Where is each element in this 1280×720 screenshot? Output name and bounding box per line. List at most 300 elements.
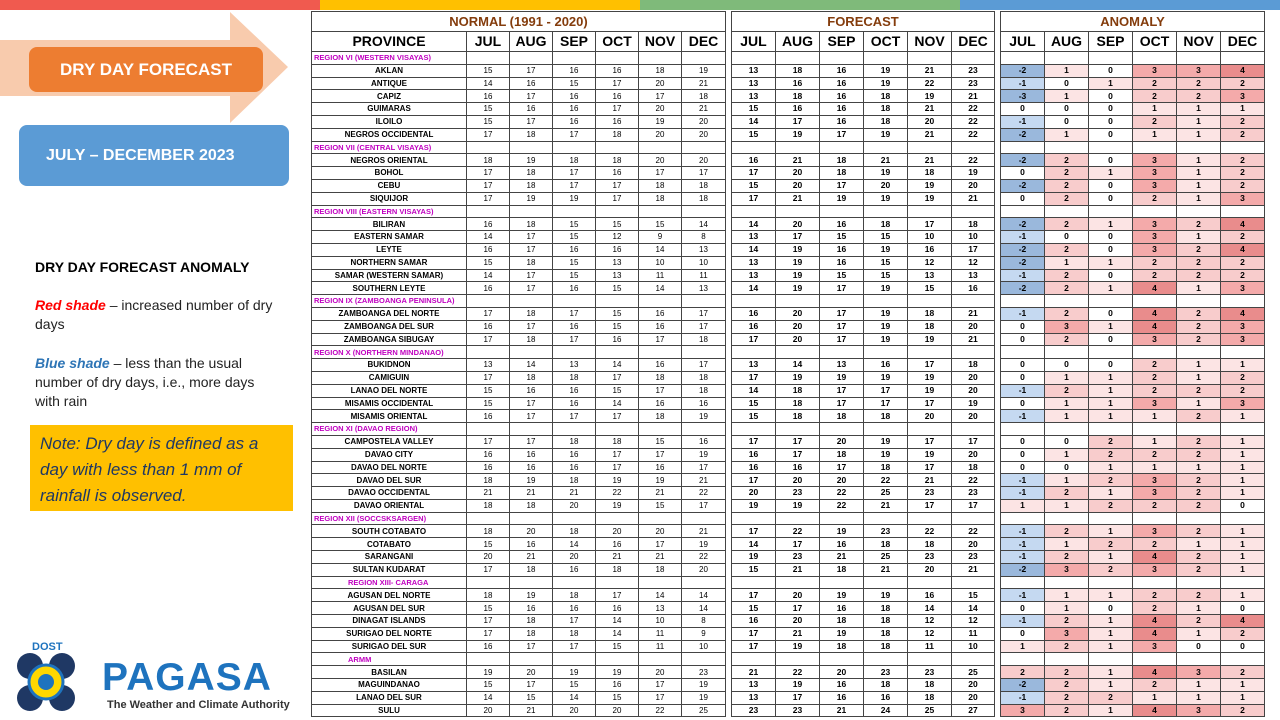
anomaly-value: 2 [1045, 551, 1089, 564]
normal-value: 17 [639, 679, 682, 692]
month-column-header: SEP [820, 32, 864, 52]
forecast-value: 18 [864, 90, 908, 103]
forecast-value: 13 [820, 359, 864, 372]
forecast-value: 17 [908, 461, 952, 474]
forecast-value: 20 [952, 384, 995, 397]
anomaly-value: 1 [1045, 538, 1089, 551]
forecast-value: 17 [776, 448, 820, 461]
normal-value: 18 [553, 627, 596, 640]
forecast-value: 17 [776, 115, 820, 128]
region-label: REGION VIII (EASTERN VISAYAS) [312, 205, 467, 218]
forecast-value: 23 [908, 487, 952, 500]
province-name: DINAGAT ISLANDS [312, 615, 467, 628]
forecast-value: 13 [732, 64, 776, 77]
forecast-value: 21 [732, 666, 776, 679]
anomaly-value: 2 [1177, 320, 1221, 333]
forecast-value: 19 [952, 397, 995, 410]
region-blank-cell [553, 576, 596, 589]
forecast-value: 16 [820, 103, 864, 116]
region-blank-cell [732, 653, 776, 666]
anomaly-value: 2 [1177, 410, 1221, 423]
normal-value: 18 [639, 64, 682, 77]
table-row [732, 103, 995, 116]
normal-value: 20 [682, 563, 726, 576]
forecast-value: 10 [952, 640, 995, 653]
forecast-value: 19 [820, 192, 864, 205]
forecast-value: 19 [864, 128, 908, 141]
region-blank-cell [1045, 576, 1089, 589]
region-blank-cell [553, 205, 596, 218]
table-row [312, 410, 726, 423]
anomaly-value: 2 [1177, 448, 1221, 461]
normal-value: 20 [639, 77, 682, 90]
region-blank-cell [1221, 295, 1265, 308]
region-blank-cell [732, 423, 776, 436]
region-row [732, 512, 995, 525]
anomaly-value: 4 [1221, 243, 1265, 256]
forecast-value: 19 [776, 269, 820, 282]
anomaly-value: 1 [1089, 256, 1133, 269]
normal-value: 14 [467, 231, 510, 244]
table-row [1001, 384, 1265, 397]
table-row [1001, 90, 1265, 103]
normal-value: 18 [510, 499, 553, 512]
province-name: SIQUIJOR [312, 192, 467, 205]
region-blank-cell [639, 141, 682, 154]
anomaly-value: 1 [1133, 461, 1177, 474]
forecast-value: 20 [776, 615, 820, 628]
region-blank-cell [908, 295, 952, 308]
forecast-value: 19 [864, 589, 908, 602]
anomaly-value: 3 [1133, 154, 1177, 167]
normal-value: 18 [467, 154, 510, 167]
anomaly-value: 1 [1221, 589, 1265, 602]
forecast-value: 19 [776, 640, 820, 653]
normal-value: 17 [682, 461, 726, 474]
region-blank-cell [820, 295, 864, 308]
normal-value: 9 [682, 627, 726, 640]
normal-value: 17 [467, 128, 510, 141]
region-label: REGION IX (ZAMBOANGA PENINSULA) [312, 295, 467, 308]
legend-red [35, 296, 275, 334]
normal-value: 17 [596, 461, 639, 474]
normal-value: 21 [596, 551, 639, 564]
anomaly-value: 2 [1177, 615, 1221, 628]
normal-value: 17 [510, 269, 553, 282]
forecast-value: 16 [820, 77, 864, 90]
anomaly-value: 3 [1221, 282, 1265, 295]
normal-value: 16 [596, 679, 639, 692]
table-row [312, 461, 726, 474]
forecast-value: 21 [820, 704, 864, 717]
normal-value: 14 [510, 359, 553, 372]
region-blank-cell [1045, 512, 1089, 525]
table-row [312, 320, 726, 333]
forecast-value: 23 [952, 64, 995, 77]
region-row [312, 295, 726, 308]
forecast-value: 15 [732, 128, 776, 141]
forecast-value: 18 [820, 563, 864, 576]
anomaly-value: 0 [1089, 192, 1133, 205]
anomaly-value: 3 [1221, 333, 1265, 346]
forecast-value: 10 [952, 231, 995, 244]
normal-value: 14 [639, 589, 682, 602]
normal-value: 13 [467, 359, 510, 372]
normal-value: 15 [596, 282, 639, 295]
region-blank-cell [553, 346, 596, 359]
forecast-value: 12 [908, 627, 952, 640]
region-row [312, 141, 726, 154]
table-row [732, 359, 995, 372]
table-row [1001, 218, 1265, 231]
anomaly-value: 0 [1045, 359, 1089, 372]
normal-value: 21 [639, 487, 682, 500]
region-blank-cell [596, 141, 639, 154]
forecast-value: 20 [952, 179, 995, 192]
forecast-value: 20 [908, 563, 952, 576]
forecast-value: 22 [820, 499, 864, 512]
region-blank-cell [639, 653, 682, 666]
table-row [732, 474, 995, 487]
anomaly-value: 3 [1177, 666, 1221, 679]
anomaly-value: 3 [1133, 563, 1177, 576]
table-row [312, 487, 726, 500]
anomaly-value: 2 [1221, 154, 1265, 167]
table-row [1001, 371, 1265, 384]
forecast-value: 17 [908, 499, 952, 512]
table-row [732, 90, 995, 103]
normal-value: 14 [596, 615, 639, 628]
province-name: SOUTHERN LEYTE [312, 282, 467, 295]
anomaly-value: 2 [1221, 128, 1265, 141]
forecast-value: 16 [864, 359, 908, 372]
normal-value: 21 [682, 103, 726, 116]
normal-value: 15 [596, 307, 639, 320]
region-blank-cell [1133, 295, 1177, 308]
anomaly-value: 3 [1133, 218, 1177, 231]
anomaly-value: 0 [1089, 179, 1133, 192]
normal-value: 19 [682, 448, 726, 461]
forecast-value: 20 [952, 371, 995, 384]
normal-value: 18 [682, 90, 726, 103]
forecast-value: 18 [820, 167, 864, 180]
anomaly-value: 2 [1133, 90, 1177, 103]
forecast-value: 13 [732, 269, 776, 282]
region-blank-cell [776, 52, 820, 65]
normal-value: 10 [639, 615, 682, 628]
forecast-value: 17 [732, 640, 776, 653]
table-row [1001, 359, 1265, 372]
forecast-value: 17 [732, 371, 776, 384]
anomaly-value: 1 [1045, 64, 1089, 77]
anomaly-value: 1 [1089, 167, 1133, 180]
anomaly-value: 0 [1177, 640, 1221, 653]
region-row [312, 423, 726, 436]
region-blank-cell [682, 512, 726, 525]
normal-value: 15 [553, 231, 596, 244]
normal-value: 17 [553, 179, 596, 192]
forecast-value: 12 [908, 615, 952, 628]
anomaly-value: 1 [1089, 282, 1133, 295]
forecast-value: 18 [776, 384, 820, 397]
region-blank-cell [1001, 205, 1045, 218]
table-row [312, 551, 726, 564]
table-row [312, 371, 726, 384]
normal-value: 20 [682, 115, 726, 128]
forecast-value: 19 [864, 282, 908, 295]
region-row [732, 295, 995, 308]
region-blank-cell [639, 423, 682, 436]
region-label: REGION VII (CENTRAL VISAYAS) [312, 141, 467, 154]
province-name: DAVAO ORIENTAL [312, 499, 467, 512]
forecast-value: 19 [864, 333, 908, 346]
normal-value: 19 [682, 691, 726, 704]
anomaly-value: 4 [1133, 282, 1177, 295]
table-row [1001, 192, 1265, 205]
forecast-value: 15 [908, 282, 952, 295]
normal-value: 16 [467, 90, 510, 103]
forecast-value: 23 [864, 666, 908, 679]
normal-value: 11 [682, 269, 726, 282]
anomaly-value: 3 [1133, 64, 1177, 77]
table-row [1001, 538, 1265, 551]
table-row [732, 679, 995, 692]
forecast-value: 20 [952, 320, 995, 333]
normal-value: 20 [510, 666, 553, 679]
normal-value: 18 [639, 192, 682, 205]
anomaly-value: 1 [1221, 487, 1265, 500]
province-name: LEYTE [312, 243, 467, 256]
forecast-value: 20 [952, 679, 995, 692]
anomaly-value: -1 [1001, 525, 1045, 538]
anomaly-value: 0 [1089, 231, 1133, 244]
anomaly-value: 0 [1089, 90, 1133, 103]
anomaly-value: 0 [1001, 461, 1045, 474]
forecast-value: 17 [820, 128, 864, 141]
province-name: DAVAO CITY [312, 448, 467, 461]
forecast-value: 19 [908, 384, 952, 397]
table-row [312, 307, 726, 320]
normal-value: 16 [596, 167, 639, 180]
region-blank-cell [732, 512, 776, 525]
anomaly-value: 4 [1133, 615, 1177, 628]
forecast-value: 19 [908, 448, 952, 461]
region-blank-cell [1001, 52, 1045, 65]
forecast-value: 18 [864, 640, 908, 653]
anomaly-value: -1 [1001, 589, 1045, 602]
anomaly-value: 2 [1133, 384, 1177, 397]
anomaly-value: 3 [1221, 320, 1265, 333]
table-row [1001, 410, 1265, 423]
anomaly-value: 2 [1133, 269, 1177, 282]
normal-value: 17 [639, 384, 682, 397]
anomaly-table [1000, 11, 1265, 717]
region-blank-cell [864, 576, 908, 589]
normal-value: 15 [553, 256, 596, 269]
forecast-value: 15 [732, 602, 776, 615]
forecast-value: 23 [864, 525, 908, 538]
forecast-value: 21 [908, 128, 952, 141]
normal-value: 20 [639, 128, 682, 141]
normal-value: 19 [682, 538, 726, 551]
forecast-value: 17 [908, 435, 952, 448]
anomaly-value: 0 [1221, 602, 1265, 615]
table-row [732, 371, 995, 384]
anomaly-value: 0 [1001, 192, 1045, 205]
region-blank-cell [732, 52, 776, 65]
region-blank-cell [467, 295, 510, 308]
table-row [1001, 704, 1265, 717]
table-row [1001, 103, 1265, 116]
region-label: REGION VI (WESTERN VISAYAS) [312, 52, 467, 65]
normal-value: 18 [639, 179, 682, 192]
forecast-value: 22 [776, 666, 820, 679]
anomaly-value: 3 [1133, 397, 1177, 410]
anomaly-value: 2 [1177, 243, 1221, 256]
forecast-value: 16 [732, 448, 776, 461]
table-row [312, 192, 726, 205]
anomaly-value: 2 [1221, 115, 1265, 128]
normal-value: 19 [639, 115, 682, 128]
region-blank-cell [776, 346, 820, 359]
normal-value: 17 [467, 179, 510, 192]
region-blank-cell [1133, 52, 1177, 65]
month-column-header: SEP [1089, 32, 1133, 52]
province-name: SURIGAO DEL SUR [312, 640, 467, 653]
region-blank-cell [1133, 423, 1177, 436]
region-blank-cell [553, 512, 596, 525]
province-name: BILIRAN [312, 218, 467, 231]
month-column-header: AUG [1045, 32, 1089, 52]
anomaly-value: 2 [1045, 384, 1089, 397]
anomaly-value: 0 [1001, 627, 1045, 640]
normal-value: 16 [596, 243, 639, 256]
anomaly-value: 4 [1133, 627, 1177, 640]
forecast-value: 17 [820, 461, 864, 474]
forecast-value: 20 [732, 487, 776, 500]
forecast-value: 23 [908, 551, 952, 564]
forecast-value: 19 [820, 589, 864, 602]
region-blank-cell [820, 52, 864, 65]
normal-value: 16 [596, 115, 639, 128]
normal-value: 17 [553, 167, 596, 180]
normal-value: 17 [467, 333, 510, 346]
table-row [732, 538, 995, 551]
normal-value: 8 [682, 231, 726, 244]
province-name: BOHOL [312, 167, 467, 180]
province-name: DAVAO DEL NORTE [312, 461, 467, 474]
table-row [732, 115, 995, 128]
normal-value: 16 [596, 90, 639, 103]
section-header-row [732, 12, 995, 32]
normal-value: 17 [682, 320, 726, 333]
anomaly-value: 2 [1089, 499, 1133, 512]
forecast-value: 19 [908, 371, 952, 384]
region-blank-cell [1001, 295, 1045, 308]
table-row [312, 77, 726, 90]
region-blank-cell [908, 653, 952, 666]
normal-value: 19 [510, 192, 553, 205]
normal-value: 14 [682, 589, 726, 602]
anomaly-value: 1 [1221, 551, 1265, 564]
forecast-value: 13 [732, 679, 776, 692]
region-row [732, 141, 995, 154]
region-label: ARMM [312, 653, 467, 666]
normal-value: 15 [553, 679, 596, 692]
table-row [732, 243, 995, 256]
anomaly-value: 2 [1221, 231, 1265, 244]
table-row [732, 282, 995, 295]
anomaly-value: 1 [1089, 384, 1133, 397]
normal-value: 16 [553, 563, 596, 576]
forecast-value: 19 [908, 179, 952, 192]
forecast-value: 19 [776, 371, 820, 384]
forecast-value: 23 [952, 77, 995, 90]
region-blank-cell [1177, 512, 1221, 525]
legend-blue [35, 354, 275, 411]
anomaly-value: 1 [1133, 103, 1177, 116]
normal-value: 18 [596, 154, 639, 167]
anomaly-value: 1 [1089, 397, 1133, 410]
anomaly-value: 2 [1177, 90, 1221, 103]
anomaly-value: 0 [1001, 320, 1045, 333]
anomaly-value: 2 [1221, 269, 1265, 282]
normal-value: 18 [510, 563, 553, 576]
forecast-value: 21 [908, 64, 952, 77]
anomaly-value: 1 [1001, 499, 1045, 512]
anomaly-value: 1 [1177, 192, 1221, 205]
anomaly-value: 0 [1089, 243, 1133, 256]
region-blank-cell [1001, 423, 1045, 436]
normal-value: 19 [596, 499, 639, 512]
anomaly-value: 2 [1177, 525, 1221, 538]
forecast-value: 16 [776, 461, 820, 474]
normal-value: 17 [467, 627, 510, 640]
anomaly-value: 1 [1221, 461, 1265, 474]
forecast-value: 18 [776, 410, 820, 423]
region-row [1001, 512, 1265, 525]
anomaly-value: 2 [1177, 269, 1221, 282]
normal-value: 21 [510, 704, 553, 717]
forecast-value: 16 [820, 90, 864, 103]
anomaly-value: 3 [1133, 474, 1177, 487]
anomaly-value: 0 [1089, 359, 1133, 372]
column-header-row [1001, 32, 1265, 52]
region-blank-cell [1089, 512, 1133, 525]
table-row [1001, 461, 1265, 474]
anomaly-value: 1 [1089, 461, 1133, 474]
anomaly-value: 1 [1089, 320, 1133, 333]
anomaly-value: 2 [1177, 256, 1221, 269]
normal-value: 21 [682, 474, 726, 487]
province-name: SURIGAO DEL NORTE [312, 627, 467, 640]
forecast-value: 19 [864, 320, 908, 333]
anomaly-value: 1 [1177, 103, 1221, 116]
anomaly-value: 1 [1177, 397, 1221, 410]
anomaly-value: 2 [1045, 192, 1089, 205]
normal-value: 17 [510, 435, 553, 448]
normal-value: 18 [510, 256, 553, 269]
forecast-value: 16 [864, 691, 908, 704]
region-blank-cell [732, 141, 776, 154]
region-blank-cell [952, 52, 995, 65]
forecast-value: 23 [776, 487, 820, 500]
anomaly-value: 1 [1177, 128, 1221, 141]
forecast-value: 18 [776, 397, 820, 410]
section-header-row [1001, 12, 1265, 32]
region-blank-cell [776, 576, 820, 589]
normal-value: 17 [596, 179, 639, 192]
